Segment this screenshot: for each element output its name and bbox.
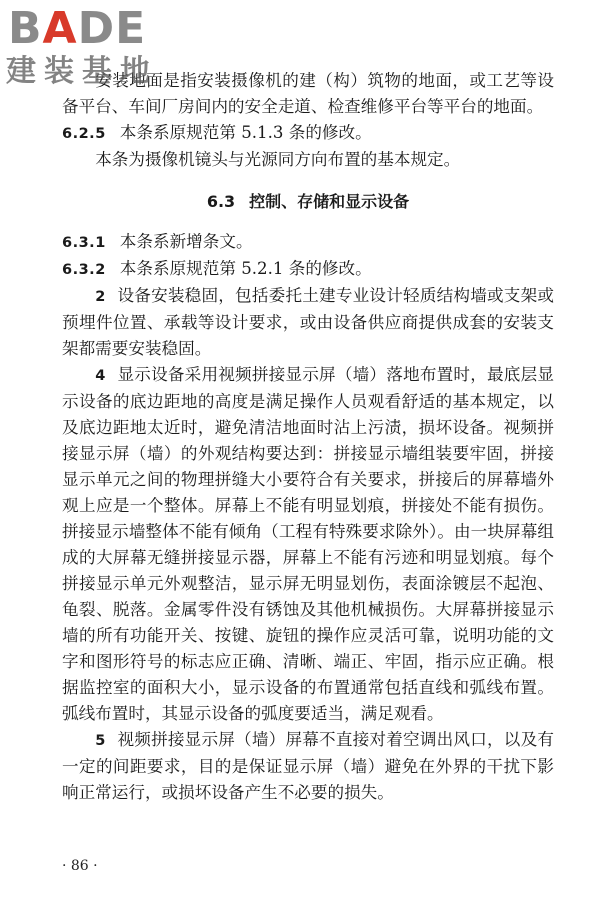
intro-paragraph: 安装地面是指安装摄像机的建（构）筑物的地面，或工艺等设备平台、车间厂房间内的安全走道、检查维修平台等平台的地面。 — [62, 71, 554, 116]
watermark-brand: BADE — [8, 3, 147, 54]
clause-number: 6.2.5 — [62, 126, 106, 142]
clause-text: 本条系新增条文。 — [119, 232, 253, 251]
clause-6-2-5 — [62, 120, 554, 147]
item-5 — [62, 727, 554, 806]
watermark-logo — [6, 4, 181, 94]
item-number: 5 — [95, 733, 106, 749]
item-text: 视频拼接显示屏（墙）屏幕不直接对着空调出风口，以及有一定的间距要求，目的是保证显示屏（墙）避免在外界的干扰下影响正常运行，或损坏设备产生不必要的损失。 — [62, 730, 554, 802]
item-text: 显示设备采用视频拼接显示屏（墙）落地布置时，最底层显示设备的底边距地的高度是满足操作人员观看舒适的基本规定，以及底边距地太近时，避免清洁地面时沾上污渍，损坏设备。视频拼接显示屏（墙）的外观结构要达到：拼接显示墙组装要牢固，拼接显示单元之间的物理拼缝大小要符合有关要求，拼接后的屏幕墙外观上应是一个整体。屏幕上不能有明显划痕，拼接处不能有损伤。拼接显示墙整体不能有倾角（工程有特殊要求除外）。由一块屏幕组成的大屏幕无缝拼接显示器，屏幕上不能有污迹和明显划痕。每个拼接显示单元外观整洁，显示屏无明显划伤，表面涂镀层不起泡、龟裂、脱落。金属零件没有锈蚀及其他机械损伤。大屏幕拼接显示墙的所有功能开关、按键、旋钮的操作应灵活可靠，说明功能的文字和图形符号的标志应正确、清晰、端正、牢固，指示应正确。根据监控室的面积大小，显示设备的布置通常包括直线和弧线布置。弧线布置时，其显示设备的弧度要适当，满足观看。 — [62, 365, 554, 723]
item-2 — [62, 283, 554, 362]
document-body — [62, 68, 554, 806]
clause-text: 本条系原规范第 5.2.1 条的修改。 — [119, 259, 372, 278]
section-heading-6-3 — [62, 189, 554, 215]
clause-number: 6.3.1 — [62, 235, 106, 251]
page-number: · 86 · — [62, 858, 98, 874]
section-number: 6.3 — [206, 192, 236, 211]
clause-6-3-1 — [62, 229, 554, 256]
item-text: 设备安装稳固，包括委托土建专业设计轻质结构墙或支架或预埋件位置、承载等设计要求，或由设备供应商提供成套的安装支架都需要安装稳固。 — [62, 286, 554, 358]
watermark-subtitle: 建装基地 — [6, 54, 158, 89]
item-number: 4 — [95, 368, 106, 384]
clause-6-3-2 — [62, 256, 554, 283]
clause-number: 6.3.2 — [62, 262, 106, 278]
clause-6-2-5-explanation: 本条为摄像机镜头与光源同方向布置的基本规定。 — [95, 150, 461, 169]
clause-text: 本条系原规范第 5.1.3 条的修改。 — [119, 123, 372, 142]
section-title: 控制、存储和显示设备 — [249, 192, 410, 211]
item-4 — [62, 362, 554, 727]
item-number: 2 — [95, 289, 106, 305]
